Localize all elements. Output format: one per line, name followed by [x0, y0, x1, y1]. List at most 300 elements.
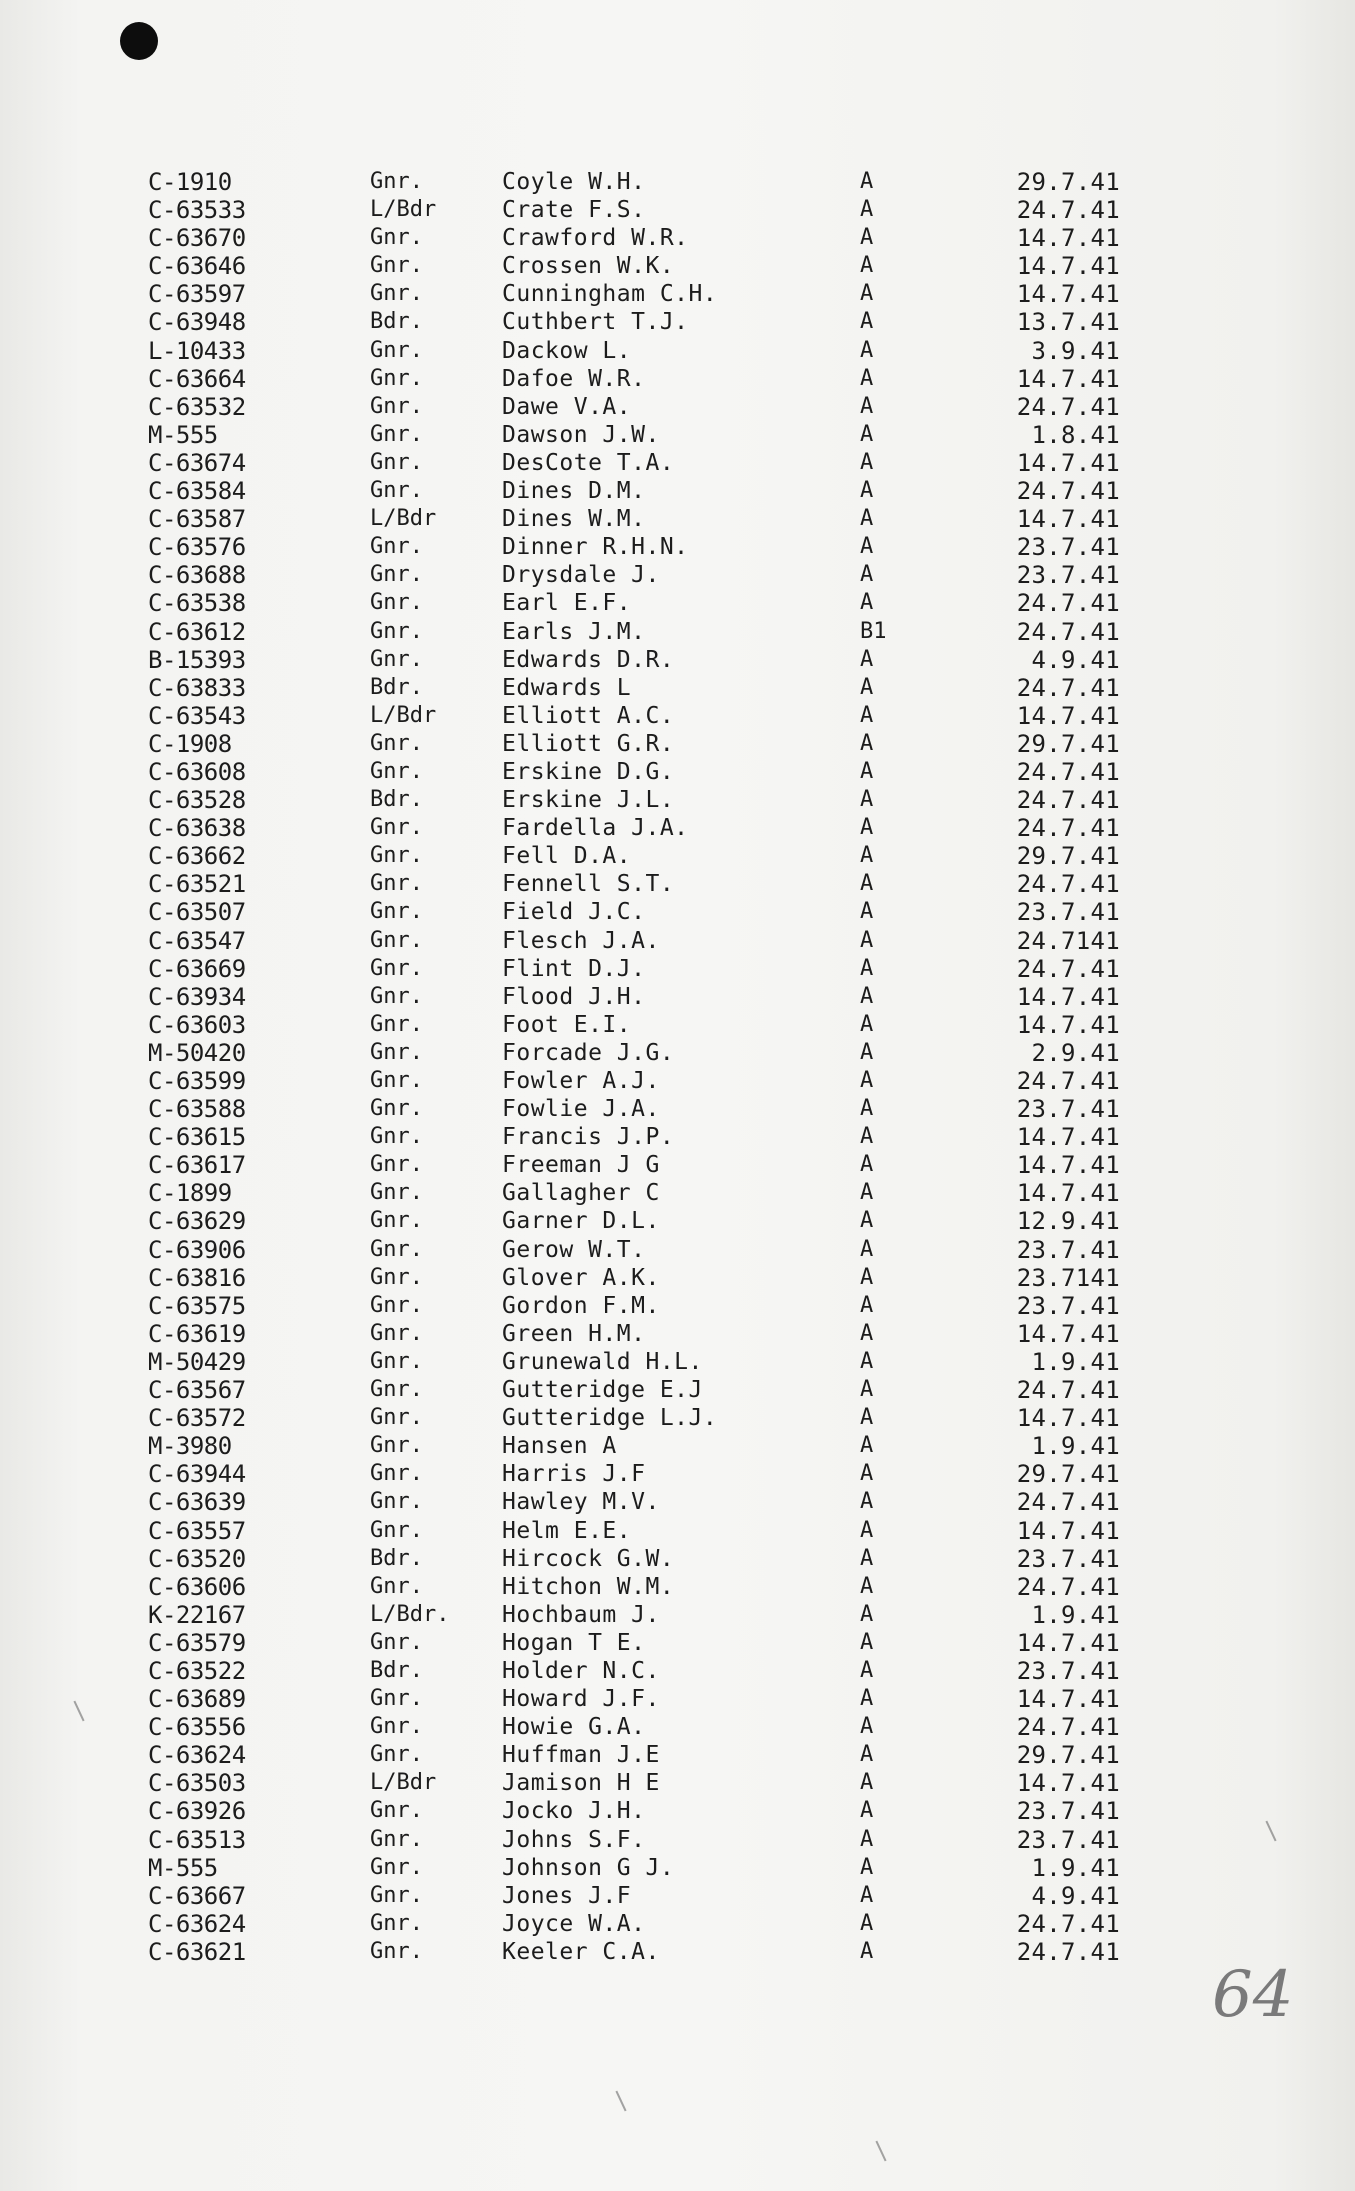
- soldier-name: Gallagher C: [502, 1180, 660, 1207]
- rank: Gnr.: [370, 562, 423, 588]
- service-number: C-63664: [148, 364, 246, 393]
- soldier-name: Elliott A.C.: [502, 702, 675, 729]
- service-number: C-63629: [148, 1207, 246, 1236]
- rank: Gnr.: [370, 618, 423, 644]
- service-number: C-63689: [148, 1685, 246, 1714]
- medical-category: A: [860, 1826, 874, 1852]
- soldier-name: Hansen A: [502, 1433, 617, 1460]
- roster-row: [148, 1095, 1148, 1123]
- date: 29.7.41: [1016, 729, 1120, 758]
- soldier-name: Harris J.F: [502, 1461, 646, 1488]
- nominal-roll-list: [148, 168, 1148, 1966]
- roster-row: [148, 1207, 1148, 1235]
- soldier-name: Grunewald H.L.: [502, 1348, 703, 1375]
- service-number: C-63567: [148, 1376, 246, 1405]
- medical-category: A: [860, 309, 874, 335]
- soldier-name: Crawford W.R.: [502, 225, 689, 252]
- roster-row: [148, 1179, 1148, 1207]
- service-number: C-63538: [148, 589, 246, 618]
- service-number: C-63688: [148, 561, 246, 590]
- medical-category: A: [860, 1264, 874, 1290]
- service-number: C-1899: [148, 1179, 232, 1208]
- date: 14.7.41: [1016, 1179, 1120, 1208]
- medical-category: A: [860, 169, 874, 194]
- medical-category: A: [860, 449, 874, 475]
- soldier-name: Dines W.M.: [502, 506, 646, 533]
- date: 24.7.41: [1016, 673, 1120, 702]
- roster-row: [148, 1938, 1148, 1966]
- medical-category: A: [860, 1011, 874, 1037]
- date: 24.7.41: [1016, 589, 1120, 618]
- rank: Gnr.: [370, 1798, 423, 1824]
- service-number: C-63612: [148, 617, 246, 646]
- soldier-name: Jocko J.H.: [502, 1798, 646, 1825]
- soldier-name: Foot E.I.: [502, 1011, 632, 1038]
- service-number: L-10433: [148, 336, 246, 365]
- service-number: C-63615: [148, 1123, 246, 1152]
- service-number: C-63669: [148, 954, 246, 983]
- service-number: M-3980: [148, 1432, 232, 1461]
- service-number: B-15393: [148, 645, 246, 674]
- service-number: C-63588: [148, 1095, 246, 1124]
- medical-category: A: [860, 1629, 874, 1655]
- roster-row: [148, 589, 1148, 617]
- service-number: C-63646: [148, 252, 246, 281]
- date: 29.7.41: [1016, 168, 1120, 196]
- roster-row: [148, 224, 1148, 252]
- rank: L/Bdr: [370, 1770, 437, 1796]
- rank: Bdr.: [370, 674, 423, 700]
- rank: Gnr.: [370, 758, 423, 784]
- service-number: C-63584: [148, 477, 246, 506]
- medical-category: A: [860, 1517, 874, 1543]
- rank: Gnr.: [370, 1910, 423, 1936]
- medical-category: A: [860, 1854, 874, 1880]
- date: 23.7.41: [1016, 561, 1120, 590]
- date: 23.7141: [1016, 1263, 1120, 1292]
- soldier-name: Cuthbert T.J.: [502, 309, 689, 336]
- service-number: C-63617: [148, 1151, 246, 1180]
- service-number: C-63906: [148, 1235, 246, 1264]
- rank: L/Bdr: [370, 702, 437, 728]
- service-number: C-63621: [148, 1937, 246, 1966]
- rank: Gnr.: [370, 281, 423, 307]
- medical-category: A: [860, 899, 874, 925]
- roster-row: [148, 1432, 1148, 1460]
- rank: Bdr.: [370, 787, 423, 813]
- service-number: C-63603: [148, 1010, 246, 1039]
- date: 24.7.41: [1016, 1067, 1120, 1095]
- roster-row: [148, 730, 1148, 758]
- service-number: C-63624: [148, 1909, 246, 1938]
- soldier-name: Hogan T E.: [502, 1629, 646, 1656]
- date: 24.7.41: [1016, 757, 1120, 786]
- service-number: C-63533: [148, 196, 246, 225]
- soldier-name: Hircock G.W.: [502, 1545, 675, 1572]
- service-number: C-63597: [148, 280, 246, 309]
- rank: Gnr.: [370, 365, 423, 391]
- rank: Gnr.: [370, 1629, 423, 1655]
- date: 24.7.41: [1016, 954, 1120, 983]
- rank: Gnr.: [370, 1039, 423, 1065]
- medical-category: A: [860, 758, 874, 784]
- soldier-name: Hawley M.V.: [502, 1489, 660, 1516]
- medical-category: A: [860, 281, 874, 307]
- roster-row: [148, 168, 1148, 196]
- date: 23.7.41: [1016, 1797, 1120, 1826]
- roster-row: [148, 1573, 1148, 1601]
- roster-row: [148, 758, 1148, 786]
- service-number: C-63944: [148, 1460, 246, 1489]
- date: 1.9.41: [1031, 1432, 1120, 1461]
- service-number: C-63833: [148, 673, 246, 702]
- rank: Gnr.: [370, 646, 423, 672]
- punch-hole: [120, 22, 158, 60]
- service-number: K-22167: [148, 1600, 246, 1629]
- service-number: C-63521: [148, 870, 246, 899]
- soldier-name: Holder N.C.: [502, 1657, 660, 1684]
- rank: Gnr.: [370, 1011, 423, 1037]
- service-number: C-63520: [148, 1544, 246, 1573]
- rank: Gnr.: [370, 449, 423, 475]
- medical-category: A: [860, 1068, 874, 1093]
- soldier-name: DesCote T.A.: [502, 449, 675, 476]
- date: 14.7.41: [1016, 1319, 1120, 1348]
- soldier-name: Gutteridge L.J.: [502, 1405, 718, 1432]
- service-number: C-63662: [148, 842, 246, 871]
- service-number: M-555: [148, 420, 218, 449]
- roster-row: [148, 1854, 1148, 1882]
- rank: Gnr.: [370, 1433, 423, 1459]
- service-number: C-63579: [148, 1628, 246, 1657]
- rank: Gnr.: [370, 843, 423, 869]
- service-number: C-63532: [148, 392, 246, 421]
- medical-category: A: [860, 730, 874, 756]
- soldier-name: Glover A.K.: [502, 1264, 660, 1291]
- rank: Gnr.: [370, 1292, 423, 1318]
- date: 14.7.41: [1016, 1123, 1120, 1152]
- medical-category: A: [860, 1461, 874, 1487]
- soldier-name: Gordon F.M.: [502, 1292, 660, 1319]
- soldier-name: Francis J.P.: [502, 1124, 675, 1151]
- soldier-name: Jamison H E: [502, 1770, 660, 1797]
- service-number: C-63667: [148, 1881, 246, 1910]
- roster-row: [148, 983, 1148, 1011]
- date: 29.7.41: [1016, 842, 1120, 871]
- medical-category: A: [860, 1686, 874, 1712]
- soldier-name: Howard J.F.: [502, 1686, 660, 1713]
- date: 24.7.41: [1016, 786, 1120, 815]
- roster-row: [148, 1123, 1148, 1151]
- roster-row: [148, 898, 1148, 926]
- medical-category: A: [860, 871, 874, 897]
- rank: Gnr.: [370, 393, 423, 419]
- medical-category: A: [860, 1938, 874, 1964]
- medical-category: A: [860, 1405, 874, 1431]
- date: 3.9.41: [1031, 336, 1120, 365]
- roster-row: [148, 1685, 1148, 1713]
- medical-category: A: [860, 1152, 874, 1178]
- soldier-name: Fowler A.J.: [502, 1068, 660, 1094]
- date: 24.7.41: [1016, 814, 1120, 843]
- rank: Gnr.: [370, 871, 423, 897]
- rank: Bdr.: [370, 309, 423, 335]
- rank: Gnr.: [370, 1686, 423, 1712]
- medical-category: A: [860, 253, 874, 279]
- roster-row: [148, 814, 1148, 842]
- medical-category: A: [860, 955, 874, 981]
- soldier-name: Howie G.A.: [502, 1714, 646, 1741]
- soldier-name: Johns S.F.: [502, 1826, 646, 1853]
- medical-category: A: [860, 225, 874, 251]
- service-number: C-63599: [148, 1067, 246, 1095]
- scan-speck: [615, 2091, 626, 2112]
- soldier-name: Earls J.M.: [502, 618, 646, 645]
- service-number: C-63557: [148, 1516, 246, 1545]
- medical-category: A: [860, 1798, 874, 1824]
- date: 14.7.41: [1016, 364, 1120, 393]
- date: 24.7.41: [1016, 477, 1120, 506]
- medical-category: A: [860, 1657, 874, 1683]
- rank: Gnr.: [370, 1124, 423, 1150]
- soldier-name: Field J.C.: [502, 899, 646, 926]
- medical-category: A: [860, 393, 874, 419]
- roster-row: [148, 533, 1148, 561]
- date: 24.7.41: [1016, 1572, 1120, 1601]
- rank: Gnr.: [370, 1882, 423, 1908]
- roster-row: [148, 505, 1148, 533]
- date: 14.7.41: [1016, 1685, 1120, 1714]
- rank: Bdr.: [370, 1657, 423, 1683]
- rank: Gnr.: [370, 590, 423, 616]
- roster-row: [148, 1067, 1148, 1095]
- scan-speck: [73, 1701, 84, 1722]
- service-number: M-50429: [148, 1347, 246, 1376]
- soldier-name: Hochbaum J.: [502, 1601, 660, 1628]
- roster-row: [148, 308, 1148, 336]
- service-number: C-63926: [148, 1797, 246, 1826]
- roster-row: [148, 365, 1148, 393]
- rank: Gnr.: [370, 1264, 423, 1290]
- medical-category: A: [860, 1601, 874, 1627]
- roster-row: [148, 421, 1148, 449]
- soldier-name: Keeler C.A.: [502, 1938, 660, 1965]
- roster-row: [148, 1657, 1148, 1685]
- soldier-name: Erskine J.L.: [502, 787, 675, 814]
- medical-category: A: [860, 534, 874, 560]
- date: 24.7.41: [1016, 1488, 1120, 1517]
- date: 14.7.41: [1016, 1769, 1120, 1798]
- date: 13.7.41: [1016, 308, 1120, 337]
- service-number: C-63948: [148, 308, 246, 337]
- medical-category: A: [860, 365, 874, 391]
- soldier-name: Elliott G.R.: [502, 730, 675, 757]
- date: 23.7.41: [1016, 1656, 1120, 1685]
- medical-category: A: [860, 562, 874, 588]
- medical-category: A: [860, 1292, 874, 1318]
- rank: Gnr.: [370, 1405, 423, 1431]
- medical-category: A: [860, 337, 874, 363]
- medical-category: A: [860, 1124, 874, 1150]
- medical-category: A: [860, 1208, 874, 1234]
- roster-row: [148, 1601, 1148, 1629]
- roster-row: [148, 280, 1148, 308]
- date: 24.7.41: [1016, 1909, 1120, 1938]
- rank: Gnr.: [370, 225, 423, 251]
- rank: Gnr.: [370, 730, 423, 756]
- date: 1.9.41: [1031, 1853, 1120, 1882]
- date: 23.7.41: [1016, 898, 1120, 927]
- date: 14.7.41: [1016, 1404, 1120, 1433]
- roster-row: [148, 674, 1148, 702]
- medical-category: A: [860, 506, 874, 532]
- roster-row: [148, 1236, 1148, 1264]
- roster-row: [148, 1292, 1148, 1320]
- medical-category: A: [860, 1742, 874, 1768]
- roster-row: [148, 1882, 1148, 1910]
- scan-speck: [875, 2141, 886, 2162]
- rank: Gnr.: [370, 1236, 423, 1262]
- medical-category: A: [860, 983, 874, 1009]
- soldier-name: Flood J.H.: [502, 983, 646, 1010]
- service-number: C-63608: [148, 757, 246, 786]
- date: 14.7.41: [1016, 701, 1120, 730]
- service-number: C-63507: [148, 898, 246, 927]
- rank: Gnr.: [370, 1489, 423, 1515]
- roster-row: [148, 1741, 1148, 1769]
- roster-row: [148, 646, 1148, 674]
- rank: Gnr.: [370, 815, 423, 841]
- date: 14.7.41: [1016, 224, 1120, 253]
- roster-row: [148, 1404, 1148, 1432]
- service-number: C-63528: [148, 786, 246, 815]
- service-number: C-63547: [148, 926, 246, 955]
- medical-category: A: [860, 1489, 874, 1515]
- soldier-name: Fell D.A.: [502, 843, 632, 870]
- roster-row: [148, 842, 1148, 870]
- date: 24.7.41: [1016, 1713, 1120, 1742]
- date: 23.7.41: [1016, 1235, 1120, 1264]
- roster-row: [148, 1039, 1148, 1067]
- rank: Gnr.: [370, 1377, 423, 1403]
- date: 2.9.41: [1031, 1038, 1120, 1067]
- date: 1.8.41: [1031, 420, 1120, 449]
- roster-row: [148, 196, 1148, 224]
- roster-row: [148, 870, 1148, 898]
- roster-row: [148, 618, 1148, 646]
- rank: Bdr.: [370, 1545, 423, 1571]
- soldier-name: Freeman J G: [502, 1152, 660, 1179]
- service-number: C-1908: [148, 729, 232, 758]
- service-number: C-63556: [148, 1713, 246, 1742]
- date: 23.7.41: [1016, 1095, 1120, 1124]
- soldier-name: Crossen W.K.: [502, 253, 675, 280]
- rank: Gnr.: [370, 1573, 423, 1599]
- date: 14.7.41: [1016, 1010, 1120, 1039]
- soldier-name: Erskine D.G.: [502, 758, 675, 785]
- date: 24.7.41: [1016, 1376, 1120, 1405]
- soldier-name: Dackow L.: [502, 337, 632, 364]
- service-number: C-1910: [148, 168, 232, 196]
- medical-category: A: [860, 1180, 874, 1206]
- rank: Gnr.: [370, 169, 423, 194]
- roster-row: [148, 1826, 1148, 1854]
- soldier-name: Fowlie J.A.: [502, 1096, 660, 1123]
- rank: Gnr.: [370, 1714, 423, 1740]
- medical-category: A: [860, 1236, 874, 1262]
- rank: Gnr.: [370, 1208, 423, 1234]
- date: 14.7.41: [1016, 982, 1120, 1011]
- soldier-name: Drysdale J.: [502, 562, 660, 589]
- medical-category: A: [860, 1377, 874, 1403]
- roster-row: [148, 1629, 1148, 1657]
- soldier-name: Crate F.S.: [502, 197, 646, 224]
- date: 23.7.41: [1016, 1291, 1120, 1320]
- service-number: C-63639: [148, 1488, 246, 1517]
- medical-category: A: [860, 1573, 874, 1599]
- rank: Gnr.: [370, 899, 423, 925]
- rank: Gnr.: [370, 1068, 423, 1093]
- roster-row: [148, 1348, 1148, 1376]
- date: 4.9.41: [1031, 645, 1120, 674]
- medical-category: A: [860, 421, 874, 447]
- soldier-name: Edwards L: [502, 674, 632, 701]
- roster-row: [148, 449, 1148, 477]
- date: 14.7.41: [1016, 505, 1120, 534]
- rank: Gnr.: [370, 1348, 423, 1374]
- roster-row: [148, 1264, 1148, 1292]
- rank: Gnr.: [370, 1854, 423, 1880]
- date: 24.7.41: [1016, 392, 1120, 421]
- date: 14.7.41: [1016, 1151, 1120, 1180]
- date: 14.7.41: [1016, 448, 1120, 477]
- roster-row: [148, 955, 1148, 983]
- date: 23.7.41: [1016, 1544, 1120, 1573]
- rank: Gnr.: [370, 983, 423, 1009]
- roster-row: [148, 1769, 1148, 1797]
- medical-category: A: [860, 1770, 874, 1796]
- service-number: C-63624: [148, 1741, 246, 1770]
- roster-row: [148, 1011, 1148, 1039]
- medical-category: B1: [860, 618, 887, 644]
- roster-row: [148, 1376, 1148, 1404]
- rank: Gnr.: [370, 421, 423, 447]
- medical-category: A: [860, 1545, 874, 1571]
- soldier-name: Fardella J.A.: [502, 815, 689, 842]
- rank: Gnr.: [370, 1517, 423, 1543]
- service-number: C-63522: [148, 1656, 246, 1685]
- medical-category: A: [860, 1039, 874, 1065]
- soldier-name: Green H.M.: [502, 1320, 646, 1347]
- roster-row: [148, 702, 1148, 730]
- roster-row: [148, 561, 1148, 589]
- medical-category: A: [860, 590, 874, 616]
- medical-category: A: [860, 674, 874, 700]
- rank: Gnr.: [370, 955, 423, 981]
- soldier-name: Dafoe W.R.: [502, 365, 646, 392]
- service-number: C-63572: [148, 1404, 246, 1433]
- medical-category: A: [860, 1882, 874, 1908]
- roster-row: [148, 1797, 1148, 1825]
- service-number: C-63513: [148, 1825, 246, 1854]
- medical-category: A: [860, 843, 874, 869]
- soldier-name: Forcade J.G.: [502, 1039, 675, 1066]
- medical-category: A: [860, 1348, 874, 1374]
- roster-row: [148, 337, 1148, 365]
- date: 14.7.41: [1016, 1628, 1120, 1657]
- rank: Gnr.: [370, 534, 423, 560]
- date: 1.9.41: [1031, 1600, 1120, 1629]
